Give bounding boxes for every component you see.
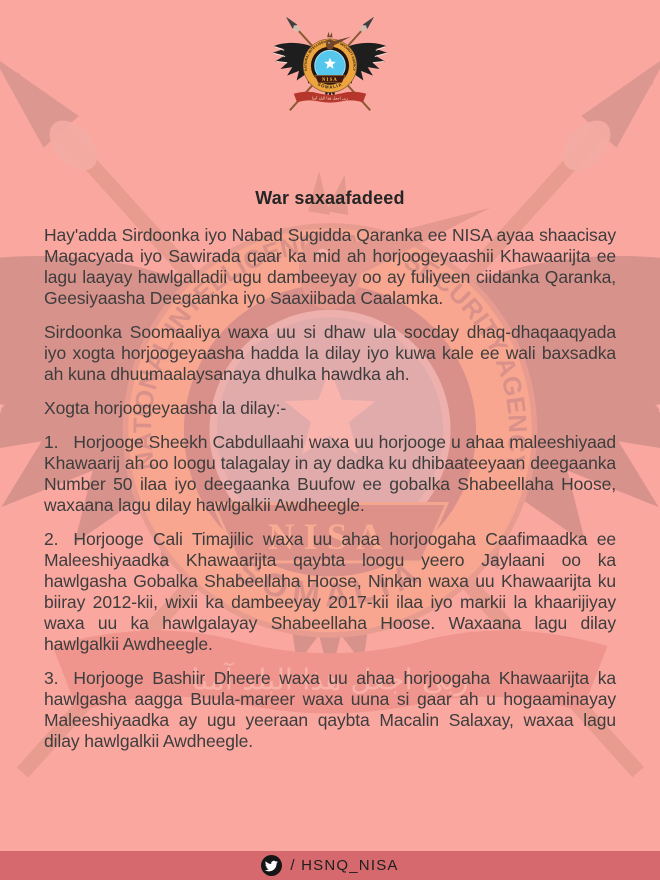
twitter-icon — [261, 855, 282, 876]
page-title: War saxaafadeed — [255, 188, 405, 208]
footer-bar — [0, 851, 660, 880]
paragraph: Hay'adda Sirdoonka iyo Nabad Sugidda Qaranka ee NISA ayaa shaacisay Magacyada iyo Sawirada qaar ka mid ah horjoogeyaashii Khawaarijta ee lagu laayay hawlgalladii ugu dambeeyay oo ay fuliyeen ciidanka Qaranka, Geesiyaasha Deegaanka iyo Saaxiibada Caalamka. — [44, 225, 616, 308]
list-item-number: 2. — [44, 529, 59, 549]
list-item-text: Horjooge Cali Timajilic waxa uu ahaa horjoogaha Caafimaadka ee Maleeshiyaadka Khawaarijta qaybta loogu yeero Jaylaani oo ka hawlgasha Gobalka Shabeellaha Hoose, Ninkan waxa uu Khawaarijta ku biiray 2012-kii, wixii ka dambeeyay 2017-kii ilaa iyo markii la khaarijiyay waxa uu ka hawlgalayay Shabeellaha Hoose. Waxaana lagu dilay hawlgalkii Awdheegle. — [44, 529, 616, 654]
nisa-logo — [0, 0, 660, 124]
list-intro: Xogta horjoogeyaasha la dilay:- — [44, 398, 287, 418]
press-release-body — [44, 225, 616, 752]
list-item-text: Horjooge Bashiir Dheere waxa uu ahaa horjoogaha Khawaarijta ka hawlgasha aagga Buula-mareer waxa uuna si gaar ah u hogaaminayay Maleeshiyaadka ay ugu yeeraan qaybta Macalin Salaxay, waxaa lagu dilay hawlgalkii Awdheegle. — [44, 668, 616, 751]
list-item-number: 3. — [44, 668, 59, 688]
list-item-text: Horjooge Sheekh Cabdullaahi waxa uu horjooge u ahaa maleeshiyaad Khawaarij ah oo loogu talagalay in ay dadka ku dhibaateeyaan deegaanka Number 50 ilaa iyo deegaanka Buufow ee gobalka Shabeellaha Hoose, waxaana lagu dilay hawlgalkii Awdheegle. — [44, 432, 616, 515]
twitter-handle: / HSNQ_NISA — [290, 857, 399, 874]
list-item-number: 1. — [44, 432, 59, 452]
list-item — [44, 668, 616, 752]
list-item — [44, 529, 616, 655]
list-item — [44, 432, 616, 516]
paragraph: Sirdoonka Soomaaliya waxa uu si dhaw ula socday dhaq-dhaqaaqyada iyo xogta horjoogeyaasha hadda la dilay iyo kuwa kale ee wali baxsadka ah kuna dhuumaalaysanaya dhulka hawdka ah. — [44, 322, 616, 384]
